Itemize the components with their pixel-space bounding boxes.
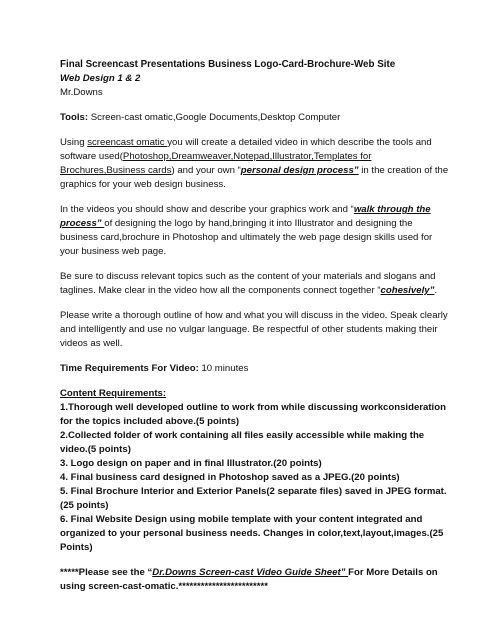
footer-text-1: *****Please see the “ [60, 567, 153, 578]
requirement-item: 1.Thorough well developed outline to work from while discussing workconsideration for the topics included above.(5 points) [60, 402, 446, 427]
tools-line [60, 111, 452, 125]
time-requirements [60, 362, 452, 376]
content-requirements-heading: Content Requirements: [60, 388, 167, 399]
topics-text-2: . [434, 285, 438, 296]
time-value: 10 minutes [198, 363, 249, 374]
screencast-omatic-link[interactable]: screencast omatic [87, 137, 168, 148]
footer-note [60, 566, 452, 594]
intro-text-4: in the creation of the graphics for your web design business. [60, 165, 449, 190]
document-title: Final Screencast Presentations Business Logo-Card-Brochure-Web Site [60, 59, 396, 70]
intro-text-1: Using [60, 137, 88, 148]
walk-through-emphasis: walk through the process” [60, 204, 431, 229]
intro-text-3: ) and your own “ [171, 165, 241, 176]
requirement-item: 3. Logo design on paper and in final Illustrator.(20 points) [60, 458, 322, 469]
requirement-item: 2.Collected folder of work containing all files easily accessible while making the video.(5 points) [60, 430, 425, 455]
paragraph-intro [60, 136, 452, 192]
paragraph-outline: Please write a thorough outline of how and what you will discuss in the video. Speak clearly and intelligently and use no vulgar language. Be respectful of other students making their videos as well. [60, 310, 448, 349]
software-list-link[interactable]: Photoshop,Dreamweaver,Notepad,Illustrator,Templates for Brochures,Business cards [60, 151, 372, 176]
teacher-name: Mr.Downs [60, 87, 103, 98]
paragraph-topics [60, 270, 452, 298]
requirement-item: 5. Final Brochure Interior and Exterior Panels(2 separate files) saved in JPEG format.(25 points) [60, 486, 447, 511]
personal-design-process-emphasis: personal design process” [240, 165, 359, 176]
tools-label: Tools: [60, 112, 89, 123]
tools-text: Screen-cast omatic,Google Documents,Desktop Computer [88, 112, 341, 123]
walkthrough-text-1: In the videos you should show and describe your graphics work and “ [60, 204, 354, 215]
requirement-item: 6. Final Website Design using mobile template with your content integrated and organized to your personal business needs. Changes in color,text,layout,images.(25 Points) [60, 514, 444, 553]
course-name: Web Design 1 & 2 [60, 73, 141, 84]
paragraph-walkthrough [60, 203, 452, 259]
guide-sheet-emphasis: Dr.Downs Screen-cast Video Guide Sheet” [152, 567, 349, 578]
document-page [60, 58, 452, 594]
intro-text-2: you will create a detailed video in which describe the tools and software used( [60, 137, 432, 162]
cohesively-emphasis: cohesively” [380, 285, 435, 296]
topics-text-1: Be sure to discuss relevant topics such as the content of your materials and slogans and taglines. Make clear in the video how all the components connect together “ [60, 271, 436, 296]
footer-text-2: For More Details on using screen-cast-omatic.************************ [60, 567, 438, 592]
walkthrough-text-2: of designing the logo by hand,bringing it into Illustrator and designing the business card,brochure in Photoshop and ultimately the web page design skills used for your business web page. [60, 218, 433, 257]
time-label: Time Requirements For Video: [60, 363, 199, 374]
requirement-item: 4. Final business card designed in Photoshop saved as a JPEG.(20 points) [60, 472, 400, 483]
